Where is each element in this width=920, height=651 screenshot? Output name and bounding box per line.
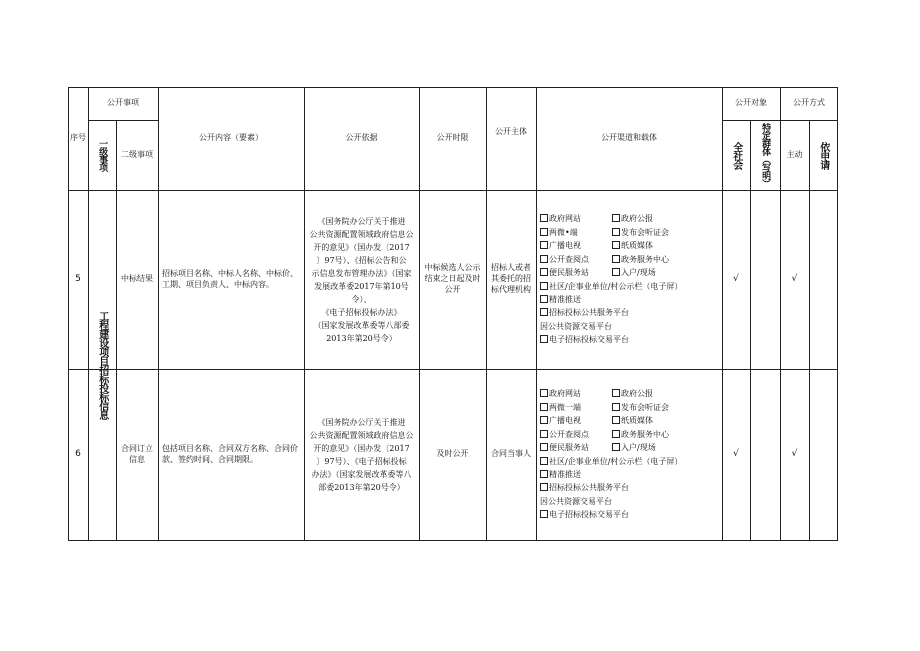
channel-row bbox=[540, 428, 682, 441]
channel-row bbox=[540, 226, 682, 239]
row-seq: 5 bbox=[75, 274, 81, 285]
basis-line: 开的意见》（国办发〔2017 bbox=[313, 242, 410, 252]
channel-label: 纸质媒体 bbox=[621, 241, 653, 251]
basis-line: 《电子招标投标办法》 bbox=[321, 307, 402, 317]
channel-label: 两微•端 bbox=[549, 227, 578, 237]
basis-line: 开的意见》（国办发〔2017 bbox=[313, 443, 410, 453]
checkbox-icon bbox=[540, 510, 548, 518]
header-channels: 公开渠道和载体 bbox=[601, 133, 657, 143]
checkbox-icon bbox=[540, 457, 548, 465]
channel-row bbox=[540, 508, 682, 521]
channel-item bbox=[612, 239, 653, 252]
row-content: 招标项目名称、中标人名称、中标价、工期、项目负责人、中标内容。 bbox=[162, 268, 298, 289]
header-target-specific: 特定群体（写明） bbox=[760, 123, 771, 187]
channel-row bbox=[540, 239, 682, 252]
checkbox-icon bbox=[612, 443, 620, 451]
channel-row bbox=[540, 306, 682, 319]
checkbox-icon bbox=[612, 403, 620, 411]
channel-label: 两微一端 bbox=[549, 402, 581, 412]
row-level2: 中标结果 bbox=[121, 274, 153, 284]
checkbox-icon bbox=[540, 335, 548, 343]
row-content: 包括项目名称、合同双方名称、合同价款、签约时间、合同期限。 bbox=[162, 443, 298, 464]
channel-row bbox=[540, 455, 682, 468]
basis-line: 〕97号）、《电子招标投标 bbox=[316, 456, 407, 466]
row-channels bbox=[536, 369, 722, 540]
channel-label: 发布会听证会 bbox=[621, 402, 669, 412]
header-level2: 二级事项 bbox=[121, 149, 153, 159]
row-seq: 6 bbox=[75, 449, 81, 460]
row-basis bbox=[304, 369, 419, 540]
channel-label: 电子招标投标交易平台 bbox=[549, 510, 629, 520]
channel-item bbox=[540, 441, 612, 454]
channel-label: 精准推送 bbox=[549, 294, 581, 304]
channel-row bbox=[540, 401, 682, 414]
header-basis: 公开依据 bbox=[345, 133, 378, 143]
header-method-active: 主动 bbox=[786, 149, 803, 159]
channel-item bbox=[540, 212, 612, 225]
channel-list bbox=[538, 212, 684, 346]
basis-line: 《国务院办公厅关于推进 bbox=[317, 216, 406, 226]
basis-line: 部委2013年第20号令） bbox=[318, 482, 405, 492]
header-method-apply: 依申请 bbox=[817, 141, 829, 169]
basis-line: 发展改革委2017年第10号 bbox=[314, 281, 409, 291]
channel-row bbox=[540, 212, 682, 225]
channel-item bbox=[612, 414, 653, 427]
checkbox-icon bbox=[540, 295, 548, 303]
channel-label: 招标投标公共服务平台 bbox=[549, 483, 629, 493]
channel-list bbox=[538, 387, 684, 521]
basis-line: 公共资源配置领域政府信息公 bbox=[309, 229, 414, 239]
basis-line: 示信息发布管理办法》（国家 bbox=[311, 268, 412, 278]
channel-label: 公开查阅点 bbox=[549, 254, 589, 264]
channel-row bbox=[540, 414, 682, 427]
channel-item bbox=[540, 333, 629, 346]
basis-line: （国家发展改革委等八部委 bbox=[313, 320, 410, 330]
channel-item bbox=[540, 239, 612, 252]
channel-label: 发布会听证会 bbox=[621, 227, 669, 237]
header-open-items: 公开事项 bbox=[107, 98, 139, 108]
channel-row bbox=[540, 266, 682, 279]
checkbox-icon bbox=[612, 416, 620, 424]
checkbox-icon bbox=[540, 282, 548, 290]
checkbox-icon bbox=[540, 241, 548, 249]
channel-item bbox=[540, 481, 629, 494]
channel-label: 社区/企事业单位/村公示栏（电子屏） bbox=[549, 281, 683, 291]
channel-row bbox=[540, 468, 682, 481]
channel-label: 便民服务站 bbox=[549, 268, 589, 278]
basis-line: 2013年第20号令） bbox=[326, 333, 397, 343]
checkbox-icon bbox=[612, 228, 620, 236]
checkbox-icon bbox=[540, 268, 548, 276]
row-all-society-check: √ bbox=[733, 274, 739, 285]
checkbox-icon bbox=[612, 255, 620, 263]
checkbox-icon bbox=[540, 483, 548, 491]
channel-row bbox=[540, 481, 682, 494]
checkbox-icon bbox=[612, 241, 620, 249]
channel-label: 精准推送 bbox=[549, 469, 581, 479]
row-time-limit: 及时公开 bbox=[436, 449, 469, 459]
basis-text bbox=[310, 215, 414, 345]
channel-item bbox=[540, 414, 612, 427]
channel-item bbox=[612, 428, 669, 441]
channel-item bbox=[612, 212, 653, 225]
basis-text bbox=[310, 416, 414, 494]
channel-label: 广播电视 bbox=[549, 416, 581, 426]
channel-row bbox=[540, 333, 682, 346]
channel-label: 因公共资源交易平台 bbox=[540, 321, 612, 331]
channel-item bbox=[612, 266, 656, 279]
channel-item bbox=[540, 455, 682, 468]
checkbox-icon bbox=[540, 255, 548, 263]
checkbox-icon bbox=[612, 430, 620, 438]
checkbox-icon bbox=[540, 470, 548, 478]
channel-label: 政府公报 bbox=[621, 389, 653, 399]
checkbox-icon bbox=[540, 228, 548, 236]
header-target-all: 全社会 bbox=[730, 141, 742, 169]
channel-label: 政务服务中心 bbox=[621, 429, 669, 439]
channel-label: 电子招标投标交易平台 bbox=[549, 335, 629, 345]
channel-item bbox=[540, 387, 612, 400]
checkbox-icon bbox=[540, 416, 548, 424]
checkbox-icon bbox=[612, 268, 620, 276]
channel-label: 社区/企事业单位/村公示栏（电子屏） bbox=[549, 456, 683, 466]
checkbox-icon bbox=[540, 214, 548, 222]
row-basis bbox=[304, 190, 419, 369]
channel-row bbox=[540, 293, 682, 306]
row-subject: 招标人或者其委托的招标代理机构 bbox=[491, 263, 531, 294]
channel-item bbox=[540, 468, 581, 481]
channel-label: 纸质媒体 bbox=[621, 416, 653, 426]
channel-row bbox=[540, 280, 682, 293]
channel-label: 公开查阅点 bbox=[549, 429, 589, 439]
channel-item bbox=[540, 293, 581, 306]
header-time-limit: 公开时限 bbox=[436, 133, 469, 143]
channel-label: 招标投标公共服务平台 bbox=[549, 308, 629, 318]
channel-label: 政府公报 bbox=[621, 214, 653, 224]
basis-line: 〕97号）、《招标公告和公 bbox=[316, 255, 407, 265]
header-content: 公开内容（要素） bbox=[199, 133, 263, 143]
channel-row bbox=[540, 320, 682, 333]
channel-row bbox=[540, 387, 682, 400]
checkbox-icon bbox=[540, 403, 548, 411]
channel-label: 政府网站 bbox=[549, 214, 581, 224]
channel-label: 入户/现场 bbox=[621, 443, 656, 453]
header-seq: 序号 bbox=[70, 133, 86, 143]
channel-label: 政务服务中心 bbox=[621, 254, 669, 264]
checkbox-icon bbox=[540, 308, 548, 316]
channel-item bbox=[540, 226, 612, 239]
header-level1: 一级事项 bbox=[97, 139, 108, 171]
disclosure-table bbox=[68, 87, 838, 541]
channel-label: 入户/现场 bbox=[621, 268, 656, 278]
basis-line: 公共资源配置领域政府信息公 bbox=[309, 430, 414, 440]
channel-row bbox=[540, 441, 682, 454]
grid-line bbox=[837, 87, 838, 541]
row-active-check: √ bbox=[791, 449, 798, 460]
channel-item bbox=[612, 253, 669, 266]
channel-item bbox=[612, 441, 656, 454]
channel-item bbox=[612, 401, 669, 414]
channel-row bbox=[540, 495, 682, 508]
channel-row bbox=[540, 253, 682, 266]
checkbox-icon bbox=[612, 389, 620, 397]
row-channels bbox=[536, 190, 722, 369]
channel-label: 因公共资源交易平台 bbox=[540, 496, 612, 506]
row-level2: 合同订立信息 bbox=[121, 443, 153, 464]
row-subject: 合同当事人 bbox=[491, 449, 531, 459]
channel-label: 广播电视 bbox=[549, 241, 581, 251]
channel-item bbox=[540, 266, 612, 279]
channel-item bbox=[540, 428, 612, 441]
row-all-society-check: √ bbox=[733, 449, 739, 460]
channel-label: 便民服务站 bbox=[549, 443, 589, 453]
row-active-check: √ bbox=[791, 274, 798, 285]
channel-label: 政府网站 bbox=[549, 389, 581, 399]
basis-line: 《国务院办公厅关于推进 bbox=[317, 417, 406, 427]
header-method: 公开方式 bbox=[793, 98, 825, 108]
header-subject: 公开主体 bbox=[495, 127, 527, 136]
channel-item bbox=[612, 226, 669, 239]
basis-line: 办法》（国家发展改革委等八 bbox=[311, 469, 412, 479]
row-time-limit: 中标候选人公示结束之日起及时公开 bbox=[424, 263, 481, 294]
channel-item bbox=[540, 306, 629, 319]
channel-item bbox=[612, 387, 653, 400]
header-target: 公开对象 bbox=[735, 98, 767, 108]
channel-item bbox=[540, 253, 612, 266]
level1-item: 工程建设项目招标投标信息 bbox=[96, 311, 108, 419]
channel-item bbox=[540, 280, 682, 293]
checkbox-icon bbox=[540, 389, 548, 397]
checkbox-icon bbox=[540, 430, 548, 438]
basis-line: 令）、 bbox=[351, 294, 372, 304]
checkbox-icon bbox=[540, 443, 548, 451]
channel-item bbox=[540, 508, 629, 521]
channel-item bbox=[540, 401, 612, 414]
checkbox-icon bbox=[612, 214, 620, 222]
